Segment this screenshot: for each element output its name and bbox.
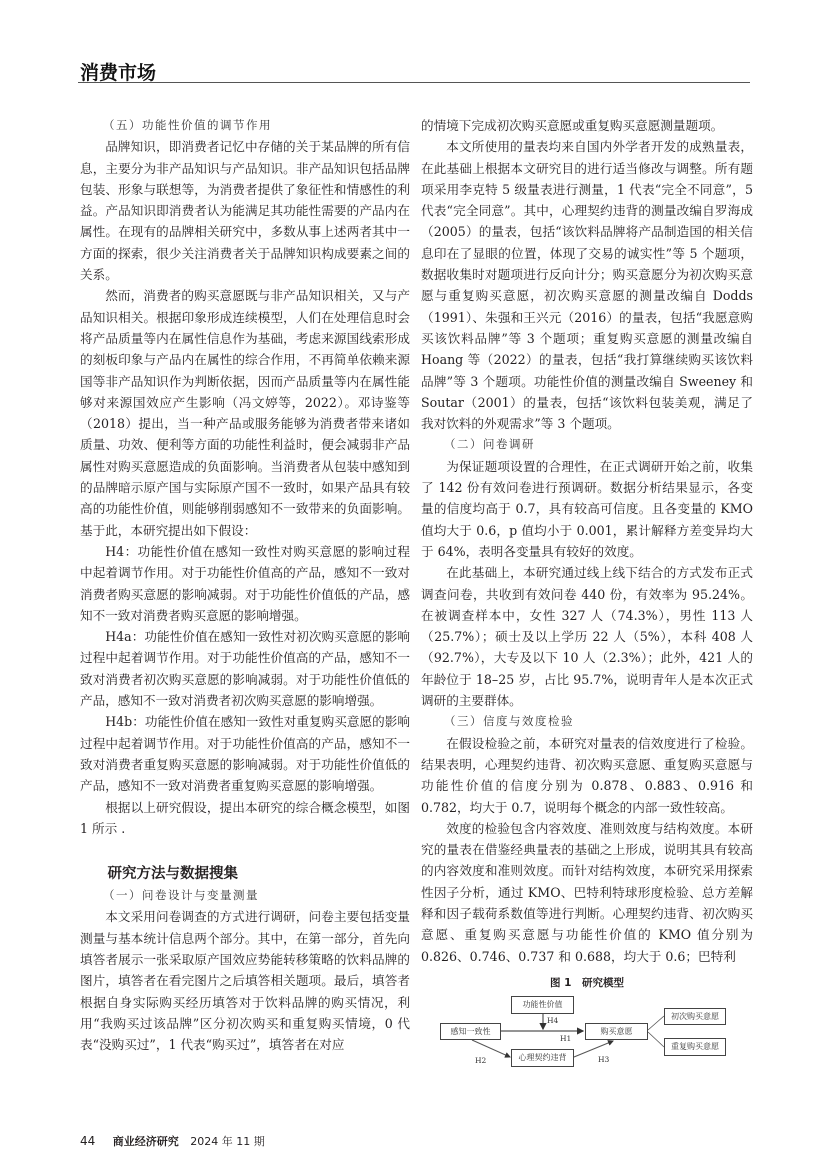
paragraph: 为保证题项设置的合理性，在正式调研开始之前，收集了 142 份有效问卷进行预调研。数据分析结果显示，各变量的信度均高于 0.7，具有较高可信度。且各变量的 KMO 值均大于 0.6，p 值均小于 0.001，累计解释方差变异均大于 64%，表明各变量具有较好的效度。 <box>421 458 753 559</box>
label-h3: H3 <box>598 1054 610 1064</box>
left-column <box>80 115 410 1055</box>
paragraph: 根据以上研究假设，提出本研究的综合概念模型，如图 1 所示 . <box>80 799 410 836</box>
issue: 2024 年 11 期 <box>190 1135 265 1148</box>
page-footer <box>80 1133 265 1149</box>
branch-repeat <box>648 1032 664 1047</box>
node-functional-value: 功能性价值 <box>511 996 574 1014</box>
hypothesis-h4: H4：功能性价值在感知一致性对购买意愿的影响过程中起着调节作用。对于功能性价值高的产品，感知不一致对消费者购买意愿的影响减弱。对于功能性价值低的产品，感知不一致对消费者购买意愿的影响增强。 <box>80 543 410 623</box>
paragraph: 在此基础上，本研究通过线上线下结合的方式发布正式调查问卷，共收到有效问卷 440 份，有效率为 95.24%。在被调查样本中，女性 327 人（74.3%），男性 113 人（25.7%）；硕士及以上学历 22 人（5%），本科 408 人（92.7%），大专及以下 10 人（2.3%）；此外，421 人的年龄位于 18–25 岁，占比 95.7%，说明青年人是本次正式调研的主要群体。 <box>421 565 753 709</box>
node-initial-intention: 初次购买意愿 <box>664 1008 726 1025</box>
paragraph: 本文采用问卷调查的方式进行调研，问卷主要包括变量测量与基本统计信息两个部分。其中，在第一部分，首先向填答者展示一张采取原产国效应势能转移策略的饮料品牌的图片，填答者在看完图片之后填答相关题项。最后，填答者根据自身实际购买经历填答对于饮料品牌的购买情况，利用“我购买过该品牌”区分初次购买和重复购买情境，0 代表“没购买过”，1 代表“购买过”，填答者在对应 <box>80 909 410 1053</box>
research-model-diagram <box>420 995 760 1087</box>
label-h1: H1 <box>560 1033 572 1043</box>
paragraph: 在假设检验之前，本研究对量表的信效度进行了检验。结果表明，心理契约违背、初次购买意愿、重复购买意愿与功能性价值的信度分别为 0.878、0.883、0.916 和 0.782，均大于 0.7，说明每个概念的内部一致性较高。 <box>421 735 753 815</box>
paragraph: 品牌知识，即消费者记忆中存储的关于某品牌的所有信息，主要分为非产品知识与产品知识。非产品知识包括品牌包装、形象与联想等，为消费者提供了象征性和情感性的利益。产品知识即消费者认为能满足其功能性需要的产品内在属性。在现有的品牌相关研究中，多数从事上述两者其中一方面的探索，很少关注消费者关于品牌知识构成要素之间的关系。 <box>80 139 410 283</box>
node-psych-contract-violation: 心理契约违背 <box>511 1049 574 1067</box>
arrow-h2 <box>472 1040 510 1057</box>
subheading-functional-value: （五）功能性价值的调节作用 <box>103 118 272 132</box>
right-column <box>421 115 753 1087</box>
paragraph: 效度的检验包含内容效度、准则效度与结构效度。本研究的量表在借鉴经典量表的基础之上形成，说明其具有较高的内容效度和准则效度。而针对结构效度，本研究采用探索性因子分析，通过 KMO、巴特利特球形度检验、总方差解释和因子载荷系数值等进行判断。心理契约违背、初次购买意愿、重复购买意愿与功能性价值的 KMO 值分别为 0.826、0.746、0.737 和 0.688，均大于 0.6；巴特利 <box>421 820 753 964</box>
node-perceived-consistency: 感知一致性 <box>440 1023 501 1040</box>
subheading-reliability: （三）信度与效度检验 <box>444 714 574 729</box>
section-header: 消费市场 <box>80 62 157 84</box>
label-h2: H2 <box>475 1055 487 1065</box>
paragraph: 的情境下完成初次购买意愿或重复购买意愿测量题项。 <box>421 118 724 133</box>
branch-initial <box>648 1016 664 1030</box>
hypothesis-h4a: H4a：功能性价值在感知一致性对初次购买意愿的影响过程中起着调节作用。对于功能性价值高的产品，感知不一致对消费者初次购买意愿的影响减弱。对于功能性价值低的产品，感知不一致对消费者初次购买意愿的影响增强。 <box>80 629 410 709</box>
subheading-survey: （二）问卷调研 <box>444 437 535 452</box>
header-rule <box>78 82 750 83</box>
node-repeat-intention: 重复购买意愿 <box>664 1038 726 1056</box>
figure-caption: 图 1 研究模型 <box>550 976 624 989</box>
page-number: 44 <box>80 1134 96 1148</box>
journal-name: 商业经济研究 <box>112 1135 179 1148</box>
paragraph: 然而，消费者的购买意愿既与非产品知识相关，又与产品知识相关。根据印象形成连续模型，人们在处理信息时会将产品质量等内在属性信息作为基础，考虑来源国线索形成的刻板印象与产品内在属性的综合作用，不再简单依赖来源国等非产品知识作为判断依据，因而产品质量等内在属性能够对来源国效应产生影响（冯文婷等，2022）。邓诗鉴等（2018）提出，当一种产品或服务能够为消费者带来诸如质量、功效、便利等方面的功能性利益时，便会减弱非产品属性对购买意愿造成的负面影响。当消费者从包装中感知到的品牌暗示原产国与实际原产国不一致时，如果产品具有较高的功能性价值，则能够削弱感知不一致带来的负面影响。基于此，本研究提出如下假设： <box>80 288 410 538</box>
section-heading: 研究方法与数据搜集 <box>107 866 239 883</box>
label-h4: H4 <box>547 1015 559 1025</box>
paragraph: 本文所使用的量表均来自国内外学者开发的成熟量表，在此基础上根据本文研究目的进行适当修改与调整。所有题项采用李克特 5 级量表进行测量，1 代表“完全不同意”，5 代表“完全同意”。其中，心理契约违背的测量改编自罗海成（2005）的量表，包括“该饮料品牌将产品制造国的相关信息印在了显眼的位置，体现了交易的诚实性”等 5 个题项，数据收集时对题项进行反向计分；购买意愿分为初次购买意愿与重复购买意愿，初次购买意愿的测量改编自 Dodds（1991）、朱强和王兴元（2016）的量表，包括“我愿意购买该饮料品牌”等 3 个题项；重复购买意愿的测量改编自 Hoang 等（2022）的量表，包括“我打算继续购买该饮料品牌”等 3 个题项。功能性价值的测量改编自 Sweeney 和 Soutar（2001）的量表，包括“该饮料包装美观，满足了我对饮料的外观需求”等 3 个题项。 <box>421 139 753 432</box>
hypothesis-h4b: H4b：功能性价值在感知一致性对重复购买意愿的影响过程中起着调节作用。对于功能性价值高的产品，感知不一致对消费者重复购买意愿的影响减弱。对于功能性价值低的产品，感知不一致对消费者重复购买意愿的影响增强。 <box>80 714 410 794</box>
subheading-questionnaire-design: （一）问卷设计与变量测量 <box>103 888 259 903</box>
node-purchase-intention: 购买意愿 <box>585 1023 648 1040</box>
